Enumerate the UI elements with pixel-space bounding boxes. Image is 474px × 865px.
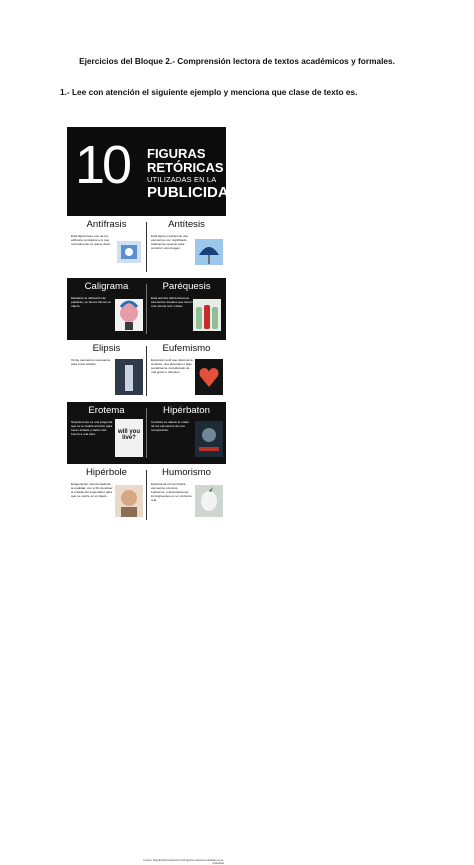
poster-number: 10 (75, 135, 130, 195)
figure-name: Eufemismo (162, 343, 211, 354)
figure-cell-hiperbole (67, 464, 146, 526)
figure-description: Simplemente es una pregunta que se le realiza al lector para hacer énfasis y darle más fuerza a una idea. (71, 420, 113, 437)
figure-name: Caligrama (84, 281, 129, 292)
child-portrait-image (115, 481, 143, 519)
figure-cell-humorismo (147, 464, 226, 526)
figure-description: Consiste en alterar el orden de los elementos de una composición. (151, 420, 190, 433)
apple-mac-image (115, 233, 143, 271)
figure-cell-caligrama (67, 278, 146, 340)
figure-description: Esta figura contrapone dos elementos con significado totalmente opuesto para construir una imagen. (151, 234, 188, 251)
page-heading: Ejercicios del Bloque 2.- Comprensión lectora de textos académicos y formales. (79, 56, 395, 66)
figure-cell-parequesis (147, 278, 226, 340)
figure-description: Exageración intencionada de la realidad, con el fin de atraer la mirada del espectador para que se centre en el objeto. (71, 482, 113, 499)
figure-name: Hipérbole (85, 467, 128, 478)
exercise-question: 1.- Lee con atención el siguiente ejemplo y menciona que clase de texto es. (60, 87, 358, 97)
figure-description: Esta figura hace uso de los atributos contrarios a lo que normalmente se quiere decir. (71, 234, 111, 247)
figure-description: Esta técnica utiliza diversos elementos visuales que tienen una misma raíz o base. (151, 296, 193, 309)
dark-bottle-image (115, 357, 143, 395)
figure-name: Antífrasis (86, 219, 127, 230)
figure-row (67, 278, 226, 340)
figure-cell-erotema (67, 402, 146, 464)
figure-description: Mediante la utilización de palabras, se busca formar un objeto. (71, 296, 112, 309)
will-you-live-image: will you live? (115, 419, 143, 457)
poster-banner (67, 127, 240, 216)
figure-row (67, 340, 226, 402)
figure-name: Antítesis (168, 219, 205, 230)
bird-image (195, 481, 223, 519)
bottles-image (193, 295, 221, 333)
figure-cell-hiperbaton (147, 402, 226, 464)
glowing-heart-image (195, 357, 223, 395)
umbrella-image (195, 233, 223, 271)
figure-name: Hipérbaton (163, 405, 210, 416)
movie-poster-image (195, 419, 223, 457)
poster-title-line2: RETÓRICAS (147, 160, 224, 175)
figure-name: Elipsis (92, 343, 121, 354)
figure-description: Expresa de forma irónica elementos cómicos, burlescos, o absurdamente incongruentes en un contexto real. (151, 482, 192, 503)
infographic-poster (67, 127, 240, 865)
source-note: Fuente: blogdediseñosadvertit.es/10-figuras-retoricas-utilizadas-en-la-publicidad (143, 859, 224, 865)
figure-row (67, 464, 226, 865)
figure-name: Humorismo (161, 467, 212, 478)
poster-title-line1: FIGURAS (147, 146, 206, 161)
figure-row (67, 402, 226, 464)
figure-name: Erotema (88, 405, 125, 416)
figure-row (67, 216, 226, 278)
poster-title-line3: UTILIZADAS EN LA (147, 175, 217, 184)
figure-description: Omite elementos necesarios para crear énfasis. (71, 358, 111, 367)
figure-description: Expresión sutil que disimula la crudeza, una idea tabú o algo socialmente considerado de mal gusto u ofensivo. (151, 358, 193, 375)
face-portrait-image (115, 295, 143, 333)
figure-cell-antifrasis (67, 216, 146, 278)
figure-cell-antitesis (147, 216, 226, 278)
figure-name: Paréquesis (162, 281, 211, 292)
figure-cell-eufemismo (147, 340, 226, 402)
figure-cell-elipsis (67, 340, 146, 402)
poster-title-line4: PUBLICIDAD (147, 184, 240, 201)
